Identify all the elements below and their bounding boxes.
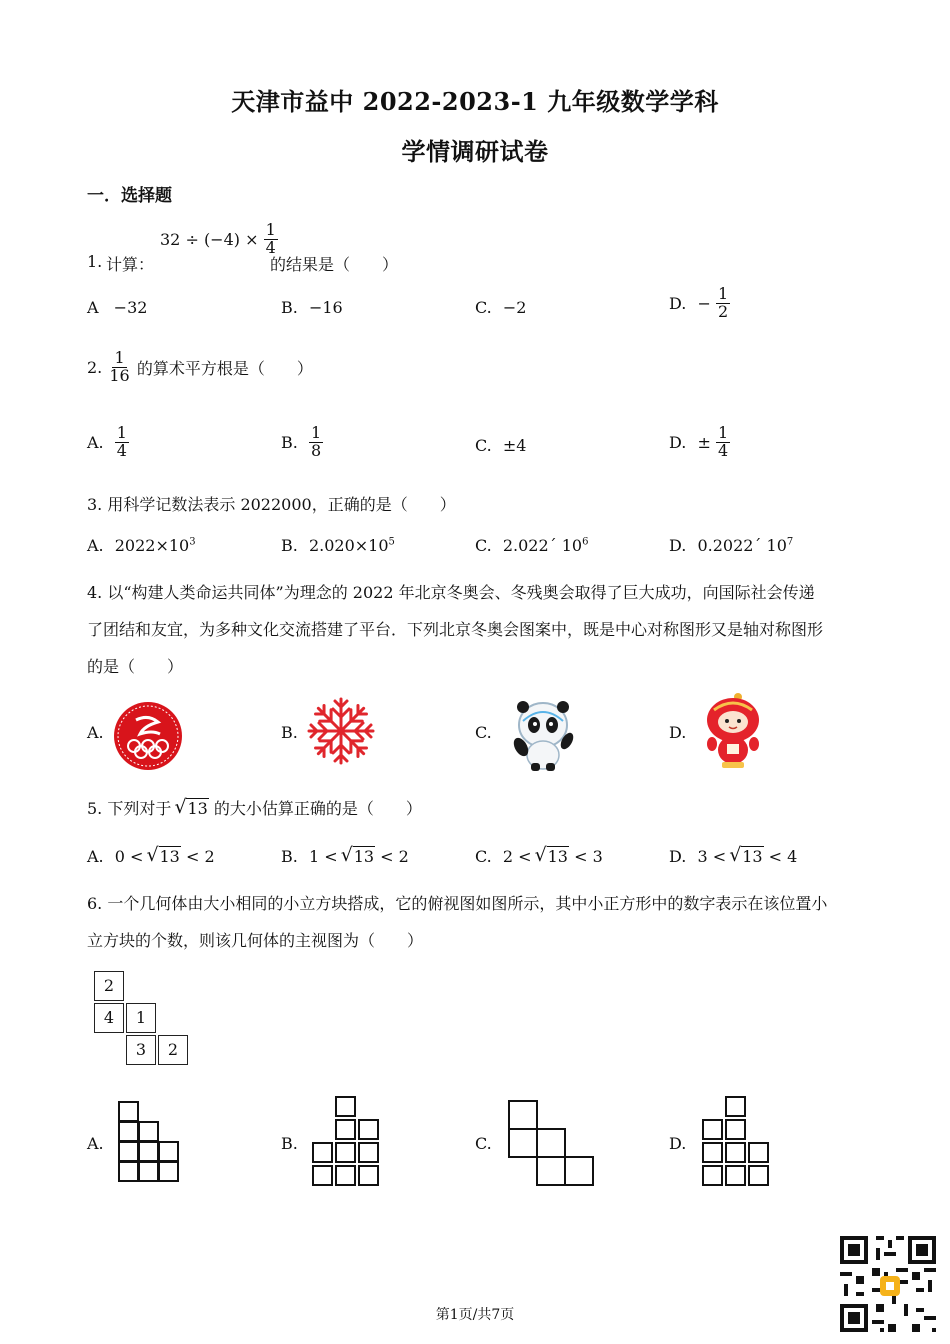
option-label: A.	[87, 847, 104, 866]
option-label: A	[87, 298, 99, 317]
q1-expression	[160, 222, 278, 257]
frac-num: 1	[310, 423, 322, 442]
option-label: B.	[281, 298, 298, 317]
cube	[508, 1128, 538, 1158]
cube	[358, 1119, 379, 1140]
cube	[536, 1128, 566, 1158]
page-subtitle: 学情调研试卷	[401, 137, 549, 166]
option-label: B.	[281, 847, 298, 866]
q3-option-a	[87, 536, 196, 555]
frac-num: 1	[717, 423, 729, 442]
q1-suffix: 的结果是（ ）	[270, 255, 399, 274]
section-heading: 一．选择题	[87, 186, 172, 206]
q1-expr-text: 32 ÷ (−4) ×	[160, 229, 259, 249]
option-base: 2.020×10	[308, 536, 389, 555]
option-label: D.	[669, 293, 687, 313]
cube	[702, 1142, 723, 1163]
option-value: −32	[113, 298, 148, 317]
option-label: C.	[475, 847, 492, 866]
option-radicand: 13	[742, 847, 763, 866]
q4-option-b-label: B.	[281, 723, 298, 742]
cube	[508, 1100, 538, 1130]
cube	[335, 1165, 356, 1186]
option-radicand: 13	[159, 847, 180, 866]
q6-option-a-label: A.	[87, 1134, 104, 1153]
cube	[358, 1165, 379, 1186]
option-radicand: 13	[353, 847, 375, 866]
cube	[118, 1101, 139, 1122]
option-label: D.	[669, 432, 687, 452]
option-label: C.	[475, 436, 492, 455]
option-right: < 2	[185, 847, 215, 866]
cube	[725, 1119, 746, 1140]
q1-number: 1.	[87, 252, 103, 271]
q2-number: 2.	[87, 357, 103, 377]
q1-frac-den: 4	[265, 237, 276, 257]
option-fraction	[716, 286, 730, 321]
q4-option-d-label: D.	[669, 723, 687, 742]
q2-option-d	[669, 425, 730, 460]
cube	[335, 1119, 356, 1140]
cube	[725, 1096, 746, 1117]
option-right: < 2	[380, 847, 409, 866]
cube	[725, 1142, 746, 1163]
option-value: −16	[308, 298, 343, 317]
q3-option-c	[475, 536, 588, 555]
lantern-mascot-icon	[700, 692, 766, 770]
option-radicand: 13	[547, 847, 568, 866]
cube	[702, 1119, 723, 1140]
option-base: 2.022´ 10	[502, 536, 583, 555]
q4-line-3: 的是（ ）	[87, 657, 184, 676]
frac-den: 4	[116, 440, 127, 460]
cube	[158, 1141, 179, 1162]
cube	[158, 1161, 179, 1182]
snowflake-icon	[304, 694, 378, 768]
q5-suffix: 的大小估算正确的是（ ）	[213, 799, 422, 818]
grid-cell: 2	[94, 971, 124, 1001]
cube	[564, 1156, 594, 1186]
q1-prefix: 计算：	[106, 255, 155, 274]
cube	[748, 1142, 769, 1163]
cube	[748, 1165, 769, 1186]
frac-den: 2	[717, 301, 729, 321]
page-title: 天津市益中 2022-2023-1 九年级数学学科	[231, 87, 719, 116]
cube	[725, 1165, 746, 1186]
q4-line-2: 了团结和友宜，为多种文化交流搭建了平台．下列北京冬奥会图案中，既是中心对称图形又是轴对称图形	[87, 620, 824, 639]
option-fraction	[115, 425, 129, 460]
q1-option-b	[281, 298, 343, 317]
q2-frac-den: 16	[109, 365, 130, 385]
option-sqrt	[537, 847, 569, 866]
option-sign: −	[697, 293, 711, 313]
q3-option-b	[281, 536, 395, 555]
option-left: 3 <	[697, 847, 727, 866]
q5-option-a	[87, 847, 215, 866]
q5-prefix: 5. 下列对于	[87, 799, 172, 818]
option-value: −2	[502, 298, 527, 317]
q6-line-1: 6. 一个几何体由大小相同的小立方块搭成，它的俯视图如图所示，其中小正方形中的数字表示在该位置小	[87, 894, 828, 913]
cube	[312, 1142, 333, 1163]
grid-cell: 1	[126, 1003, 156, 1033]
q1-frac-num: 1	[265, 220, 276, 239]
olympic-emblem-icon	[112, 700, 184, 772]
cube	[118, 1121, 139, 1142]
cube	[702, 1165, 723, 1186]
option-sqrt	[731, 847, 763, 866]
q5-sqrt	[176, 799, 208, 818]
q2-fraction	[107, 350, 131, 385]
option-sign: ±	[697, 432, 711, 452]
q5-option-b	[281, 847, 409, 866]
cube	[138, 1141, 159, 1162]
option-base: 2022×10	[114, 536, 190, 555]
q5-option-c	[475, 847, 603, 866]
frac-den: 8	[310, 440, 322, 460]
option-left: 0 <	[114, 847, 144, 866]
q6-line-2: 立方块的个数，则该几何体的主视图为（ ）	[87, 931, 424, 950]
q4-line-1: 4. 以“构建人类命运共同体”为理念的 2022 年北京冬奥会、冬残奥会取得了巨大成功，向国际社会传递	[87, 583, 815, 602]
q2-option-c	[475, 436, 526, 455]
q1-option-c	[475, 298, 526, 317]
q2-option-a	[87, 425, 129, 460]
q5-option-d	[669, 847, 797, 866]
cube	[138, 1161, 159, 1182]
option-base: 0.2022´ 10	[697, 536, 787, 555]
option-label: D.	[669, 536, 687, 555]
q5-radicand: 13	[187, 799, 208, 818]
q2-line	[87, 350, 313, 385]
cube	[312, 1165, 333, 1186]
q3-text: 3. 用科学记数法表示 2022000，正确的是（ ）	[87, 495, 456, 514]
cube	[118, 1141, 139, 1162]
option-right: < 3	[574, 847, 603, 866]
frac-num: 1	[717, 284, 729, 303]
grid-cell: 3	[126, 1035, 156, 1065]
q4-option-a-label: A.	[87, 723, 104, 742]
frac-den: 4	[717, 440, 729, 460]
q6-option-c-label: C.	[475, 1134, 492, 1153]
option-right: < 4	[768, 847, 798, 866]
cube	[358, 1142, 379, 1163]
cube	[335, 1142, 356, 1163]
cube	[138, 1121, 159, 1142]
option-exponent: 5	[388, 536, 395, 548]
q6-option-d-label: D.	[669, 1134, 687, 1153]
option-label: A.	[87, 432, 104, 452]
cube	[118, 1161, 139, 1182]
cube	[335, 1096, 356, 1117]
q1-option-d	[669, 286, 730, 321]
option-value: ±4	[502, 436, 527, 455]
option-fraction	[309, 425, 323, 460]
page-footer: 第1页/共7页	[435, 1307, 515, 1323]
grid-cell: 4	[94, 1003, 124, 1033]
option-sqrt	[149, 847, 181, 866]
option-label: D.	[669, 847, 687, 866]
q5-line	[87, 796, 422, 819]
q3-option-d	[669, 536, 793, 555]
q2-option-b	[281, 425, 323, 460]
option-exponent: 6	[582, 536, 589, 548]
option-label: C.	[475, 298, 492, 317]
q2-suffix: 的算术平方根是（ ）	[136, 358, 313, 378]
frac-num: 1	[116, 423, 127, 442]
option-sqrt	[343, 847, 375, 866]
q6-option-b-label: B.	[281, 1134, 298, 1153]
option-label: C.	[475, 536, 492, 555]
option-exponent: 7	[786, 536, 794, 548]
option-label: B.	[281, 432, 298, 452]
q4-option-c-label: C.	[475, 723, 492, 742]
option-left: 2 <	[502, 847, 532, 866]
option-label: B.	[281, 536, 298, 555]
option-label: A.	[87, 536, 104, 555]
panda-mascot-icon	[505, 697, 581, 771]
grid-cell: 2	[158, 1035, 188, 1065]
q1-option-a	[87, 298, 147, 317]
q2-frac-num: 1	[114, 348, 125, 367]
option-left: 1 <	[308, 847, 338, 866]
option-fraction	[716, 425, 730, 460]
option-exponent: 3	[189, 536, 196, 548]
cube	[536, 1156, 566, 1186]
